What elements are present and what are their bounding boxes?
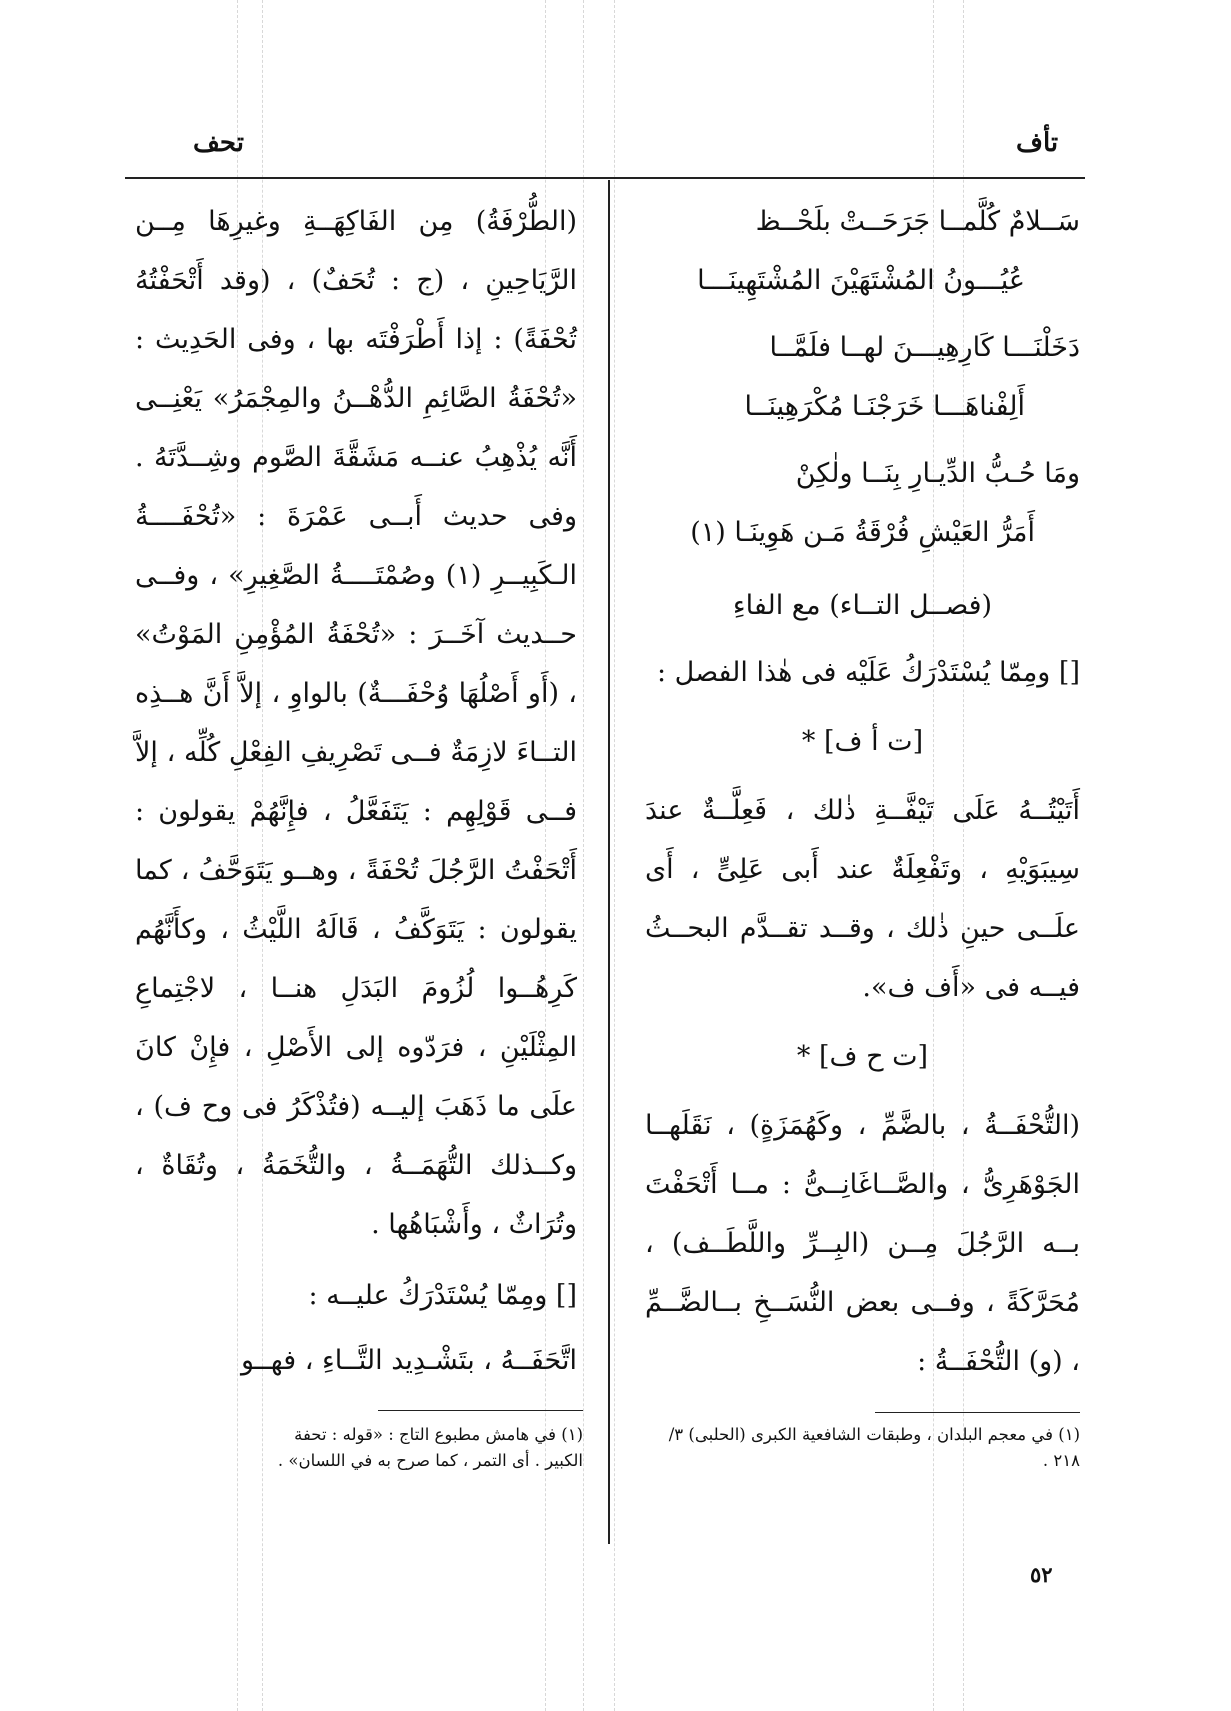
right-column [645, 192, 1080, 1391]
entry-text-tahaf: (التُّحْفَــةُ ، بالضَّمِّ ، وكَهُمَزَةٍ) ، نَقَلَهــا الجَوْهَرِىُّ ، والصَّــاغَانِــىُّ : مــا أَتْحَفْتَ بــه الرَّجُلَ مِــن (البِــرِّ واللَّطَــف) ، مُحَرَّكَةً ، وفــى بعض النُّسَــخِ بــالضَّــمِّ ، (و) التُّحْفَــةُ : [645, 1110, 1080, 1377]
section-title: (فصــل التــاء) مع الفاءِ [732, 590, 993, 621]
entry-heading-taf: [ت أ ف] * [801, 726, 924, 757]
header-rule [125, 177, 1085, 179]
poem-verse: ومَا حُـبُّ الدِّيـارِ بِنَــا ولٰكِنْ [795, 458, 1080, 489]
running-head-right: تأف [1016, 128, 1059, 158]
footnote-left: (١) في هامش مطبوع التاج : «قوله : تحفة الكبير . أى التمر ، كما صرح به في اللسان» . [277, 1425, 583, 1470]
footnote-rule-left [378, 1410, 583, 1411]
poem-block [645, 192, 1080, 562]
left-column [135, 192, 577, 1390]
scan-guide-line [614, 0, 615, 1711]
mustadrak-note: [] ومِمّا يُسْتَدْرَكُ عليــه : [308, 1280, 577, 1311]
poem-verse: أَلِفْناهَـــا خَرَجْنَـا مُكْرَهِينَــا [744, 391, 1025, 422]
page-number: ٥٢ [1030, 1562, 1053, 1587]
poem-verse: عُيُـــونُ المُشْتَهَيْنَ المُشْتَهِينَـــا [697, 265, 1025, 296]
mustadrak-note: [] ومِمّا يُسْتَدْرَكُ عَلَيْه فى هٰذا الفصل : [656, 657, 1080, 688]
poem-verse: أَمَرُّ العَيْشِ فُرْقَةُ مَـن هَوِينَـا (١) [690, 517, 1035, 548]
entry-text-ittahafa: اتَّحَفَــهُ ، بتَشْـدِيد التَّــاءِ ، فهــو [241, 1345, 577, 1376]
entry-text-taf: أَتَيْتُــهُ عَلَى تَيْفَّــةِ ذٰلك ، فَعِلَّــةٌ عندَ سِيبَوَيْهِ ، وتَفْعِلَةٌ عند أَبى عَلِىٍّ ، أَى علَــى حينِ ذٰلك ، وقــد تقــدَّم البحــثُ فيــه فى «أَف ف». [645, 795, 1080, 1003]
poem-verse: سَــلامٌ كُلَّمــا جَرَحَــتْ بلَحْــظ [755, 206, 1080, 237]
entry-heading-tahaf: [ت ح ف] * [796, 1041, 929, 1072]
column-divider [608, 180, 610, 1544]
footnote-rule-right [875, 1412, 1080, 1413]
footnote-right: (١) في معجم البلدان ، وطبقات الشافعية الكبرى (الحلبى) ٣/ ٢١٨ . [668, 1425, 1080, 1470]
entry-text-continued: (الطُّرْفَةُ) مِن الفَاكِهَــةِ وغيرِهَا مِــن الرَّيَاحِينِ ، (ج : تُحَفٌ) ، (وقد أَتْحَفْتُهُ تُحْفَةً) : إذا أَطْرَفْتَه بها ، وفى الحَدِيث : «تُحْفَةُ الصَّائِمِ الدُّهْــنُ والمِجْمَرُ» يَعْنِــى أَنَّه يُذْهِبُ عنــه مَشَقَّةَ الصَّوم وشِــدَّتَهُ . وفى حديث أَبــى عَمْرَةَ : «تُحْفَــــةُ الـكَبِيــرِ (١) وصُمْتَــــةُ الصَّغِيرِ» ، وفــى حــديث آخَــرَ : «تُحْفَةُ المُؤْمِنِ المَوْتُ» ، (أَو أَصْلُهَا وُحْفَـــةٌ) بالواوِ ، إلاَّ أَنَّ هــذِه التــاءَ لازِمَةٌ فــى تَصْرِيفِ الفِعْلِ كُلِّه ، إلاَّ فــى قَوْلِهِم : يَتَفَعَّلُ ، فإِنَّهُمْ يقولون : أَتْحَفْتُ الرَّجُلَ تُحْفَةً ، وهــو يَتَوَحَّفُ ، كما يقولون : يَتَوَكَّفُ ، قَالَهُ اللَّيْثُ ، وكأَنَّهُم كَرِهُــوا لُزُومَ البَدَلِ هنــا ، لاجْتِماعِ المِثْلَيْنِ ، فرَدّوه إلى الأَصْلِ ، فإِنْ كانَ علَى ما ذَهَبَ إليــه (فتُذْكَرُ فى وح ف) ، وكــذلك التُّهَمَــةُ ، والتُّخَمَةُ ، وتُقَاةٌ ، وتُرَاثٌ ، وأَشْبَاهُها . [135, 206, 577, 1240]
poem-verse: دَخَلْنَـــا كَارِهِيـــنَ لهــا فلَمَّــا [769, 332, 1080, 363]
scan-guide-line [583, 0, 584, 1711]
running-head-left: تحف [193, 128, 244, 158]
